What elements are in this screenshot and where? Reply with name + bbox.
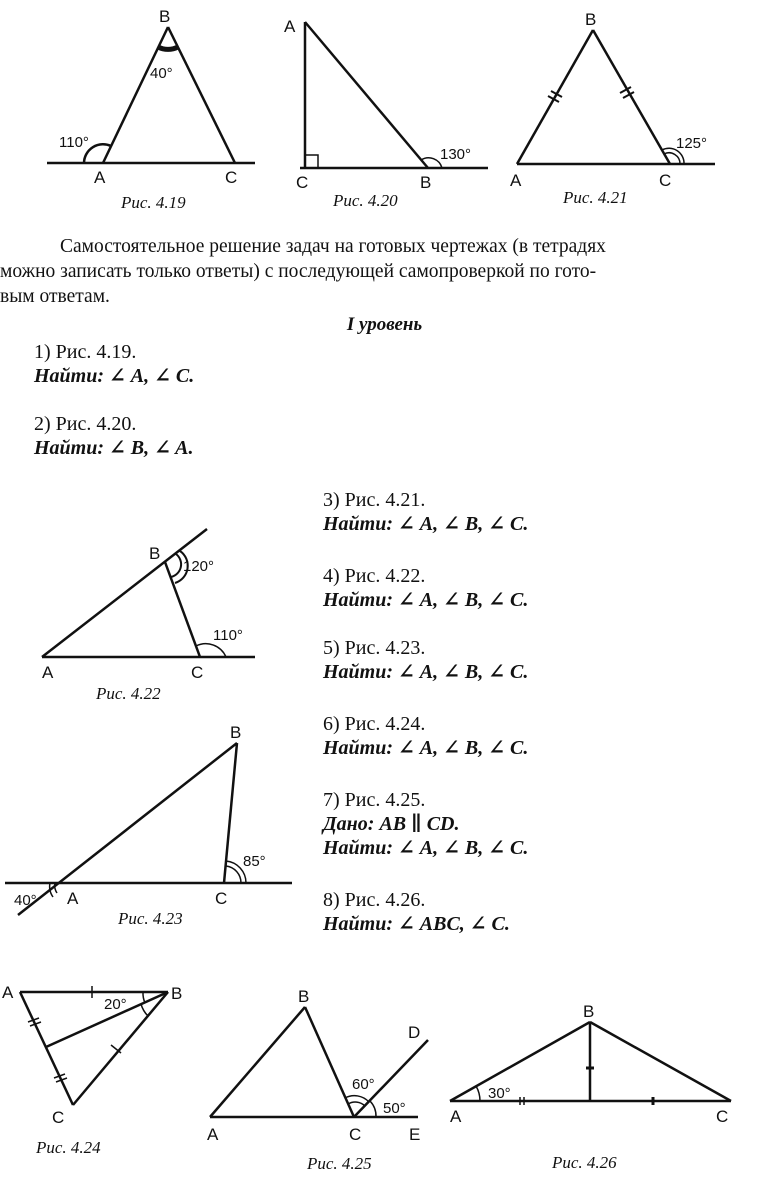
fig420-label-b: B <box>420 173 432 192</box>
task-6-head: 6) Рис. 4.24. <box>323 713 426 735</box>
fig422-caption: Рис. 4.22 <box>96 684 161 703</box>
fig422-label-b: B <box>149 544 161 563</box>
level-title: I уровень <box>346 314 423 335</box>
fig423-angle-a: 40° <box>14 892 37 909</box>
task-7-head: 7) Рис. 4.25. <box>323 789 426 811</box>
fig421-label-b: B <box>585 10 597 29</box>
fig425-angle-50: 50° <box>383 1100 406 1117</box>
fig421-label-a: A <box>510 171 522 190</box>
fig420-caption: Рис. 4.20 <box>333 191 398 210</box>
fig419-label-b: B <box>159 7 171 26</box>
fig426-label-c: C <box>716 1107 729 1126</box>
fig422-angle-b: 120° <box>183 558 215 575</box>
task-1-head: 1) Рис. 4.19. <box>34 341 137 363</box>
fig426-label-b: B <box>583 1002 595 1021</box>
fig421-angle-c: 125° <box>676 135 708 152</box>
fig422-label-a: A <box>42 663 54 682</box>
fig425-label-c: C <box>349 1125 362 1144</box>
intro-line-1: Самостоятельное решение задач на готовых чертежах (в тетрадях <box>60 236 606 257</box>
fig425-label-b: B <box>298 987 310 1006</box>
fig425-label-e: E <box>409 1125 421 1144</box>
fig425-angle-60: 60° <box>352 1076 375 1093</box>
task-1-find: Найти: ∠ A, ∠ C. <box>34 365 195 387</box>
fig425-caption: Рис. 4.25 <box>307 1154 372 1173</box>
fig426-angle-a: 30° <box>488 1085 511 1102</box>
intro-line-2: можно записать только ответы) с последующей самопроверкой по гото- <box>0 261 597 282</box>
task-5-head: 5) Рис. 4.23. <box>323 637 426 659</box>
task-7-given-value: AB ∥ CD. <box>379 813 460 835</box>
fig419-caption: Рис. 4.19 <box>121 193 186 212</box>
fig424-caption: Рис. 4.24 <box>36 1138 101 1157</box>
fig422-label-c: C <box>191 663 204 682</box>
fig421-label-c: C <box>659 171 672 190</box>
task-4-find: Найти: ∠ A, ∠ B, ∠ C. <box>323 589 529 611</box>
fig420-angle-b: 130° <box>440 146 472 163</box>
fig423-label-b: B <box>230 723 242 742</box>
intro-line-3: вым ответам. <box>0 286 110 307</box>
task-2-find: Найти: ∠ B, ∠ A. <box>34 437 194 459</box>
fig426-caption: Рис. 4.26 <box>552 1153 617 1172</box>
fig419-label-a: A <box>94 168 106 187</box>
fig419-angle-b: 40° <box>150 65 173 82</box>
fig423-label-c: C <box>215 889 228 908</box>
task-8-head: 8) Рис. 4.26. <box>323 889 426 911</box>
fig423-label-a: A <box>67 889 79 908</box>
fig423-angle-c: 85° <box>243 853 266 870</box>
fig425-label-a: A <box>207 1125 219 1144</box>
fig422-angle-c: 110° <box>213 627 243 644</box>
fig420-label-c: C <box>296 173 309 192</box>
task-8-find: Найти: ∠ ABC, ∠ C. <box>323 913 510 935</box>
task-5-find: Найти: ∠ A, ∠ B, ∠ C. <box>323 661 529 683</box>
fig419-label-c: C <box>225 168 238 187</box>
task-3-head: 3) Рис. 4.21. <box>323 489 426 511</box>
fig426-label-a: A <box>450 1107 462 1126</box>
task-6-find: Найти: ∠ A, ∠ B, ∠ C. <box>323 737 529 759</box>
fig420-label-a: A <box>284 17 296 36</box>
task-7-find: Найти: ∠ A, ∠ B, ∠ C. <box>323 837 529 859</box>
task-7-given-label: Дано: <box>323 813 375 835</box>
fig424-label-a: A <box>2 983 14 1002</box>
fig421-caption: Рис. 4.21 <box>563 188 628 207</box>
fig419-angle-a: 110° <box>59 134 89 151</box>
task-2-head: 2) Рис. 4.20. <box>34 413 137 435</box>
fig423-caption: Рис. 4.23 <box>118 909 183 928</box>
fig424-label-c: C <box>52 1108 65 1127</box>
task-3-find: Найти: ∠ A, ∠ B, ∠ C. <box>323 513 529 535</box>
fig424-angle-b: 20° <box>104 996 127 1013</box>
task-4-head: 4) Рис. 4.22. <box>323 565 426 587</box>
fig425-label-d: D <box>408 1023 421 1042</box>
fig424-label-b: B <box>171 984 183 1003</box>
